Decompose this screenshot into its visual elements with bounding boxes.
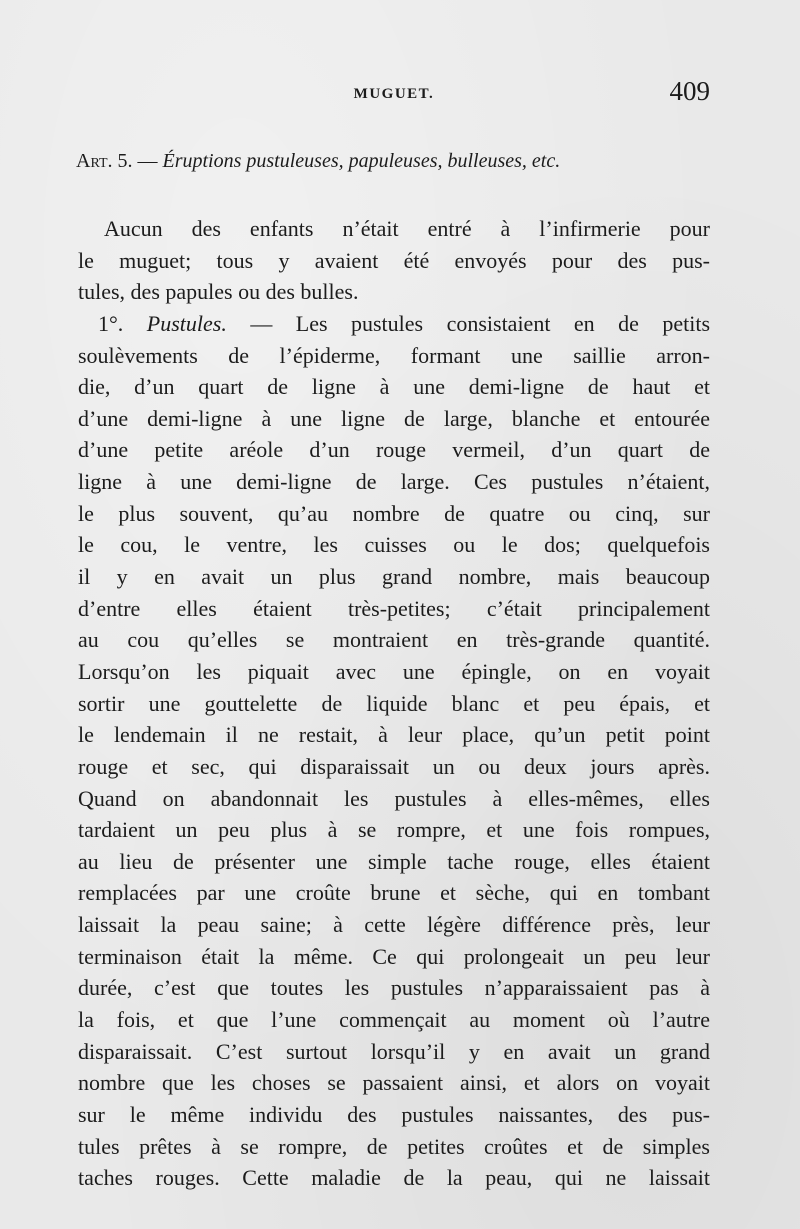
section-heading: Pustules.	[146, 310, 227, 336]
running-head	[78, 76, 710, 112]
pustules-heading-line	[78, 308, 710, 340]
text-line: tules, des papules ou des bulles.	[78, 279, 359, 305]
text-line: il y en avait un plus grand nombre, mais beaucoup	[78, 564, 710, 590]
text-line: Lorsqu’on les piquait avec une épingle, on en voyait	[78, 658, 710, 684]
article-label: Art. 5.	[76, 150, 133, 172]
text-line: le plus souvent, qu’au nombre de quatre ou cinq, sur	[78, 500, 710, 526]
section-number: 1°.	[98, 310, 124, 336]
text-line: die, d’un quart de ligne à une demi-ligne de haut et	[78, 374, 710, 400]
text-line: soulèvements de l’épiderme, formant une saillie arron-	[78, 342, 710, 368]
text-line: sur le même individu des pustules naissantes, des pus-	[78, 1101, 710, 1127]
text-line: d’une demi-ligne à une ligne de large, blanche et entourée	[78, 405, 710, 431]
text-line: laissait la peau saine; à cette légère différence près, leur	[78, 912, 710, 938]
text-line: tardaient un peu plus à se rompre, et une fois rompues,	[78, 817, 710, 843]
text-line: disparaissait. C’est surtout lorsqu’il y en avait un grand	[78, 1038, 710, 1064]
text-line: tules prêtes à se rompre, de petites croûtes et de simples	[78, 1133, 710, 1159]
text-line: ligne à une demi-ligne de large. Ces pustules n’étaient,	[78, 469, 710, 495]
text-line: durée, c’est que toutes les pustules n’apparaissaient pas à	[78, 975, 710, 1001]
text-line: sortir une gouttelette de liquide blanc et peu épais, et	[78, 690, 710, 716]
text-line: le cou, le ventre, les cuisses ou le dos; quelquefois	[78, 532, 710, 558]
body-text	[78, 213, 710, 1194]
text-line: d’entre elles étaient très-petites; c’était principalement	[78, 595, 710, 621]
text-line: terminaison était la même. Ce qui prolongeait un peu leur	[78, 943, 710, 969]
text-line: au cou qu’elles se montraient en très-grande quantité.	[78, 627, 710, 653]
text-line: nombre que les choses se passaient ainsi, et alors on voyait	[78, 1070, 710, 1096]
text-line: le lendemain il ne restait, à leur place, qu’un petit point	[78, 722, 710, 748]
text-line: au lieu de présenter une simple tache rouge, elles étaient	[78, 848, 710, 874]
text-line: taches rouges. Cette maladie de la peau, qui ne laissait	[78, 1165, 710, 1191]
text-line: d’une petite aréole d’un rouge vermeil, d’un quart de	[78, 437, 710, 463]
article-dash: —	[132, 150, 163, 172]
text-line: Quand on abandonnait les pustules à elles-mêmes, elles	[78, 785, 710, 811]
text-line: Aucun des enfants n’était entré à l’infirmerie pour	[104, 216, 710, 241]
section-first-line: — Les pustules consistaient en de petits	[250, 310, 711, 336]
running-title: MUGUET.	[353, 86, 435, 102]
text-line: rouge et sec, qui disparaissait un ou deux jours après.	[78, 753, 710, 779]
page-number: 409	[669, 76, 710, 106]
text-line: remplacées par une croûte brune et sèche, qui en tombant	[78, 880, 710, 906]
article-heading	[76, 150, 716, 173]
text-line: la fois, et que l’une commençait au moment où l’autre	[78, 1007, 710, 1033]
article-title: Éruptions pustuleuses, papuleuses, bulleuses, etc.	[162, 150, 561, 172]
text-line: le muguet; tous y avaient été envoyés pour des pus-	[78, 247, 710, 273]
